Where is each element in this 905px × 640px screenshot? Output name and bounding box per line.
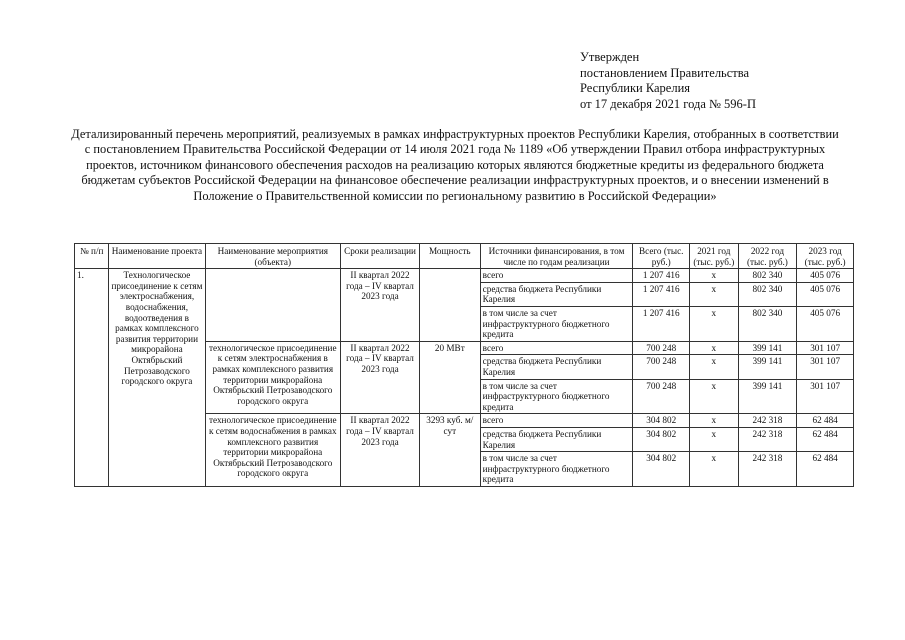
total-value: 304 802 <box>633 414 690 428</box>
value-2022: 242 318 <box>738 452 797 487</box>
approval-block <box>580 50 756 112</box>
total-value: 304 802 <box>633 427 690 451</box>
funding-source: в том числе за счет инфраструктурного бюджетного кредита <box>480 379 633 414</box>
value-2023: 301 107 <box>797 355 854 379</box>
funding-source: всего <box>480 414 633 428</box>
header-2023: 2023 год (тыс. руб.) <box>797 244 854 269</box>
value-2021: х <box>690 341 739 355</box>
funding-source: в том числе за счет инфраструктурного бюджетного кредита <box>480 452 633 487</box>
value-2022: 242 318 <box>738 414 797 428</box>
table-header-row <box>75 244 854 269</box>
value-2022: 399 141 <box>738 379 797 414</box>
approval-line: Утвержден <box>580 50 640 64</box>
header-capacity: Мощность <box>419 244 480 269</box>
total-value: 304 802 <box>633 452 690 487</box>
value-2021: х <box>690 414 739 428</box>
implementation-terms: II квартал 2022 года – IV квартал 2023 года <box>341 414 420 487</box>
value-2023: 405 076 <box>797 269 854 283</box>
funding-source: в том числе за счет инфраструктурного бюджетного кредита <box>480 306 633 341</box>
value-2021: х <box>690 452 739 487</box>
value-2022: 399 141 <box>738 341 797 355</box>
event-name: технологическое присоединение к сетям электроснабжения в рамках комплексного развития территории микрорайона Октябрьский Петрозаводского городского округа <box>205 341 341 414</box>
value-2022: 802 340 <box>738 306 797 341</box>
document-title: Детализированный перечень мероприятий, реализуемых в рамках инфраструктурных проектов Республики Карелия, отобранных в соответствии с постановлением Правительства Российской Федерации от 14 июля 2021 года № 1189 «Об утверждении Правил отбора инфраструктурных проектов, источником финансового обеспечения расходов на реализацию которых являются бюджетные кредиты из федерального бюджета бюджетам субъектов Российской Федерации на финансовое обеспечение реализации инфраструктурных проектов, и о внесении изменений в Положение о Правительственной комиссии по региональному развитию в Российской Федерации» <box>71 127 839 203</box>
value-2022: 802 340 <box>738 282 797 306</box>
total-value: 700 248 <box>633 355 690 379</box>
funding-source: всего <box>480 269 633 283</box>
total-value: 1 207 416 <box>633 306 690 341</box>
value-2021: х <box>690 269 739 283</box>
value-2022: 399 141 <box>738 355 797 379</box>
value-2021: х <box>690 306 739 341</box>
total-value: 1 207 416 <box>633 282 690 306</box>
value-2022: 242 318 <box>738 427 797 451</box>
value-2021: х <box>690 379 739 414</box>
event-name <box>205 269 341 342</box>
value-2022: 802 340 <box>738 269 797 283</box>
value-2023: 301 107 <box>797 379 854 414</box>
value-2021: х <box>690 355 739 379</box>
value-2023: 405 076 <box>797 282 854 306</box>
funding-source: всего <box>480 341 633 355</box>
event-name: технологическое присоединение к сетям водоснабжения в рамках комплексного развития территории микрорайона Октябрьский Петрозаводского городского округа <box>205 414 341 487</box>
header-event: Наименование мероприятия (объекта) <box>205 244 341 269</box>
total-value: 700 248 <box>633 379 690 414</box>
implementation-terms: II квартал 2022 года – IV квартал 2023 года <box>341 269 420 342</box>
projects-table <box>74 243 854 487</box>
table-row <box>75 269 854 283</box>
row-number: 1. <box>75 269 109 487</box>
approval-line: постановлением Правительства <box>580 65 750 80</box>
header-2022: 2022 год (тыс. руб.) <box>738 244 797 269</box>
header-terms: Сроки реализации <box>341 244 420 269</box>
value-2023: 301 107 <box>797 341 854 355</box>
capacity: 3293 куб. м/сут <box>419 414 480 487</box>
value-2023: 62 484 <box>797 427 854 451</box>
funding-source: средства бюджета Республики Карелия <box>480 427 633 451</box>
header-sources: Источники финансирования, в том числе по годам реализации <box>480 244 633 269</box>
value-2023: 62 484 <box>797 452 854 487</box>
value-2021: х <box>690 282 739 306</box>
header-total: Всего (тыс. руб.) <box>633 244 690 269</box>
project-name: Технологическое присоединение к сетям электроснабжения, водоснабжения, водоотведения в рамках комплексного развития территории микрорайона Октябрьский Петрозаводского городского округа <box>109 269 205 487</box>
implementation-terms: II квартал 2022 года – IV квартал 2023 года <box>341 341 420 414</box>
total-value: 1 207 416 <box>633 269 690 283</box>
value-2023: 405 076 <box>797 306 854 341</box>
capacity <box>419 269 480 342</box>
header-2021: 2021 год (тыс. руб.) <box>690 244 739 269</box>
capacity: 20 МВт <box>419 341 480 414</box>
value-2021: х <box>690 427 739 451</box>
header-num: № п/п <box>75 244 109 269</box>
funding-source: средства бюджета Республики Карелия <box>480 282 633 306</box>
approval-line: Республики Карелия <box>580 81 691 96</box>
value-2023: 62 484 <box>797 414 854 428</box>
total-value: 700 248 <box>633 341 690 355</box>
header-project: Наименование проекта <box>109 244 205 269</box>
approval-line: от 17 декабря 2021 года № 596-П <box>580 96 756 111</box>
funding-source: средства бюджета Республики Карелия <box>480 355 633 379</box>
